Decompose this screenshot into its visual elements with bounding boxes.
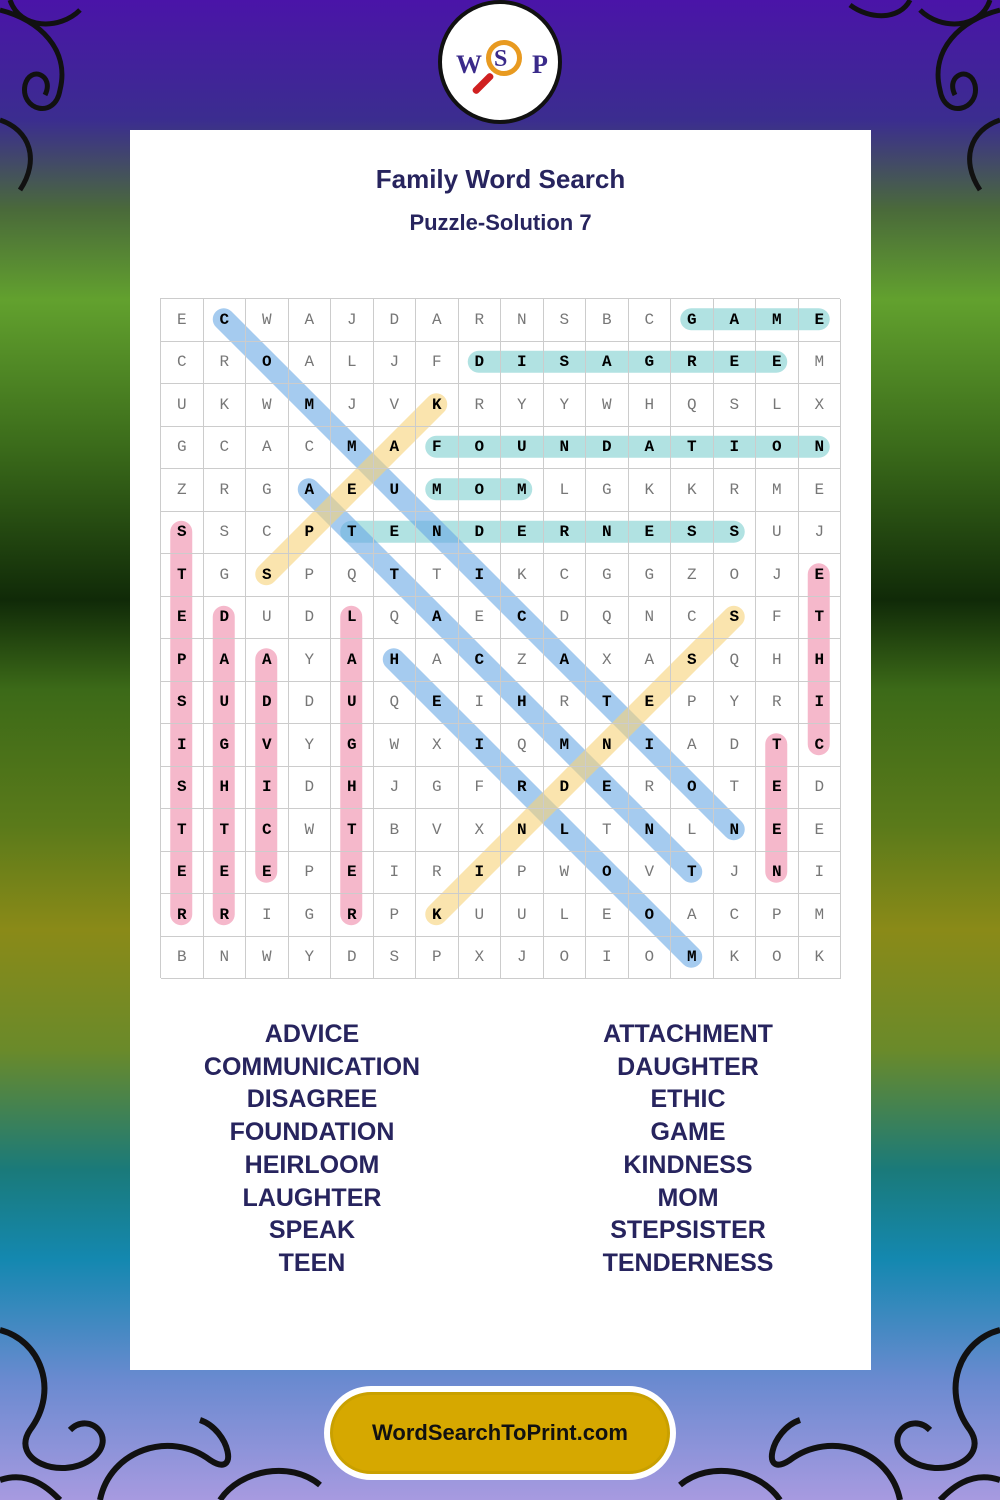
grid-cell[interactable]: T	[161, 554, 204, 597]
grid-cell[interactable]: A	[714, 299, 757, 342]
grid-cell[interactable]: E	[204, 852, 247, 895]
grid-cell[interactable]: N	[544, 427, 587, 470]
grid-cell[interactable]: U	[161, 384, 204, 427]
grid-cell[interactable]: Q	[374, 682, 417, 725]
corner-ornament-top-left	[0, 0, 110, 200]
grid-cell[interactable]: D	[331, 937, 374, 980]
grid-cell[interactable]: W	[544, 852, 587, 895]
grid-cell[interactable]: J	[714, 852, 757, 895]
grid-cell[interactable]: G	[671, 299, 714, 342]
grid-cell[interactable]: A	[289, 299, 332, 342]
grid-cell[interactable]: A	[671, 724, 714, 767]
page-title: Family Word Search	[375, 164, 626, 194]
grid-cell[interactable]: I	[586, 937, 629, 980]
grid-cell[interactable]: D	[799, 767, 842, 810]
grid-cell[interactable]: U	[501, 427, 544, 470]
grid-cell[interactable]: G	[629, 342, 672, 385]
grid-cell[interactable]: E	[799, 809, 842, 852]
word-list-item: DAUGHTER	[617, 1052, 759, 1081]
word-list-item: DISAGREE	[246, 1085, 378, 1114]
grid-cell[interactable]: R	[331, 894, 374, 937]
grid-cell[interactable]: W	[246, 937, 289, 980]
grid-cell[interactable]: R	[756, 682, 799, 725]
word-list-item: ADVICE	[264, 1020, 360, 1048]
grid-cell[interactable]: U	[459, 894, 502, 937]
grid-cell[interactable]: H	[204, 767, 247, 810]
grid-cell[interactable]: I	[246, 767, 289, 810]
grid-cell[interactable]: T	[799, 597, 842, 640]
grid-cell[interactable]: Y	[289, 724, 332, 767]
grid-cell[interactable]: U	[501, 894, 544, 937]
word-list-item: ETHIC	[650, 1085, 726, 1114]
grid-cell[interactable]: L	[544, 469, 587, 512]
grid-cell[interactable]: A	[204, 639, 247, 682]
word-list-item: COMMUNICATION	[203, 1052, 421, 1081]
grid-cell[interactable]: X	[416, 724, 459, 767]
word-list-item: GAME	[650, 1118, 726, 1147]
grid-cell[interactable]: I	[459, 852, 502, 895]
grid-cell[interactable]: R	[714, 469, 757, 512]
grid-cell[interactable]: U	[204, 682, 247, 725]
grid-cell[interactable]: D	[544, 767, 587, 810]
grid-cell[interactable]: Z	[501, 639, 544, 682]
grid-cell[interactable]: C	[501, 597, 544, 640]
grid-cell[interactable]: H	[629, 384, 672, 427]
grid-cell[interactable]: N	[204, 937, 247, 980]
grid-cell[interactable]: D	[714, 724, 757, 767]
grid-cell[interactable]: U	[374, 469, 417, 512]
grid-cell[interactable]: F	[416, 427, 459, 470]
grid-cell[interactable]: C	[714, 894, 757, 937]
grid-cell[interactable]: Z	[161, 469, 204, 512]
word-list-item: MOM	[657, 1183, 719, 1212]
grid-cell[interactable]: A	[416, 299, 459, 342]
grid-cell[interactable]: I	[374, 852, 417, 895]
grid-cell[interactable]: A	[289, 342, 332, 385]
grid-cell[interactable]: S	[544, 342, 587, 385]
grid-cell[interactable]: E	[374, 512, 417, 555]
grid-cell[interactable]: Y	[289, 639, 332, 682]
grid-cell[interactable]: C	[204, 427, 247, 470]
grid-cell[interactable]: E	[416, 682, 459, 725]
grid-cell[interactable]: B	[586, 299, 629, 342]
grid-cell[interactable]: S	[204, 512, 247, 555]
grid-cell[interactable]: W	[586, 384, 629, 427]
grid-cell[interactable]: V	[374, 384, 417, 427]
grid-cell[interactable]: K	[629, 469, 672, 512]
grid-cell[interactable]: C	[246, 512, 289, 555]
grid-cell[interactable]: K	[204, 384, 247, 427]
grid-cell[interactable]: N	[416, 512, 459, 555]
grid-cell[interactable]: F	[416, 342, 459, 385]
grid-cell[interactable]: K	[501, 554, 544, 597]
grid-cell[interactable]: C	[629, 299, 672, 342]
grid-cell[interactable]: G	[629, 554, 672, 597]
grid-cell[interactable]: R	[671, 342, 714, 385]
logo-letter-s: S	[494, 46, 508, 72]
grid-cell[interactable]: H	[501, 682, 544, 725]
grid-cell[interactable]: T	[161, 809, 204, 852]
grid-cell[interactable]: M	[544, 724, 587, 767]
grid-cell[interactable]: T	[671, 427, 714, 470]
grid-cell[interactable]: L	[671, 809, 714, 852]
grid-cell[interactable]: Q	[501, 724, 544, 767]
grid-cell[interactable]: T	[374, 554, 417, 597]
grid-cell[interactable]: S	[374, 937, 417, 980]
grid-cell[interactable]: E	[799, 469, 842, 512]
grid-cell[interactable]: E	[246, 852, 289, 895]
grid-cell[interactable]: L	[544, 809, 587, 852]
grid-cell[interactable]: M	[756, 299, 799, 342]
footer-site-button[interactable]	[324, 1386, 676, 1480]
grid-cell[interactable]: X	[459, 937, 502, 980]
grid-cell[interactable]: G	[289, 894, 332, 937]
grid-cell[interactable]: S	[714, 384, 757, 427]
grid-cell[interactable]: L	[331, 342, 374, 385]
grid-cell[interactable]: D	[459, 342, 502, 385]
grid-cell[interactable]: H	[331, 767, 374, 810]
page-subtitle: Puzzle-Solution 7	[409, 210, 592, 235]
grid-cell[interactable]: T	[714, 767, 757, 810]
puzzle-card	[130, 130, 871, 1370]
grid-cell[interactable]: D	[544, 597, 587, 640]
grid-cell[interactable]: U	[331, 682, 374, 725]
grid-cell[interactable]: R	[501, 767, 544, 810]
grid-cell[interactable]: Q	[671, 384, 714, 427]
grid-cell[interactable]: J	[374, 342, 417, 385]
grid-cell[interactable]: R	[459, 299, 502, 342]
grid-cell[interactable]: R	[544, 682, 587, 725]
grid-cell[interactable]: X	[459, 809, 502, 852]
grid-cell[interactable]: C	[204, 299, 247, 342]
grid-cell[interactable]: I	[629, 724, 672, 767]
word-list-item: SPEAK	[268, 1216, 356, 1245]
grid-cell[interactable]: P	[289, 852, 332, 895]
grid-cell[interactable]: E	[799, 299, 842, 342]
grid-cell[interactable]: T	[671, 852, 714, 895]
grid-cell[interactable]: I	[246, 894, 289, 937]
grid-cell[interactable]: I	[799, 682, 842, 725]
grid-cell[interactable]: M	[501, 469, 544, 512]
grid-cell[interactable]: P	[416, 937, 459, 980]
grid-cell[interactable]: S	[714, 597, 757, 640]
grid-cell[interactable]: Y	[501, 384, 544, 427]
grid-cell[interactable]: I	[714, 427, 757, 470]
word-list-right	[538, 1018, 838, 1280]
grid-cell[interactable]: Q	[714, 639, 757, 682]
grid-cell[interactable]: H	[756, 639, 799, 682]
grid-cell[interactable]: R	[204, 894, 247, 937]
logo-letter-w: W	[456, 50, 482, 79]
grid-cell[interactable]: O	[459, 469, 502, 512]
grid-cell[interactable]: R	[416, 852, 459, 895]
grid-cell[interactable]: S	[161, 512, 204, 555]
grid-cell[interactable]: S	[161, 682, 204, 725]
grid-cell[interactable]: V	[416, 809, 459, 852]
grid-cell[interactable]: X	[586, 639, 629, 682]
grid-cell[interactable]: O	[629, 937, 672, 980]
grid-cell[interactable]: M	[331, 427, 374, 470]
grid-cell[interactable]: P	[289, 512, 332, 555]
grid-cell[interactable]: M	[756, 469, 799, 512]
grid-cell[interactable]: R	[204, 469, 247, 512]
grid-cell[interactable]: P	[161, 639, 204, 682]
grid-cell[interactable]: A	[331, 639, 374, 682]
grid-cell[interactable]: N	[586, 724, 629, 767]
grid-cell[interactable]: C	[544, 554, 587, 597]
grid-cell[interactable]: L	[331, 597, 374, 640]
grid-cell[interactable]: D	[289, 597, 332, 640]
word-list-item: ATTACHMENT	[603, 1020, 773, 1048]
grid-cell[interactable]: Y	[289, 937, 332, 980]
grid-cell[interactable]: E	[161, 852, 204, 895]
grid-cell[interactable]: N	[799, 427, 842, 470]
grid-cell[interactable]: W	[374, 724, 417, 767]
grid-cell[interactable]: G	[416, 767, 459, 810]
grid-cell[interactable]: V	[246, 724, 289, 767]
grid-cell[interactable]: A	[671, 894, 714, 937]
grid-cell[interactable]: B	[161, 937, 204, 980]
grid-cell[interactable]: R	[459, 384, 502, 427]
grid-cell[interactable]: M	[289, 384, 332, 427]
grid-cell[interactable]: A	[246, 639, 289, 682]
grid-cell[interactable]: J	[331, 384, 374, 427]
grid-cell[interactable]: O	[629, 894, 672, 937]
grid-cell[interactable]: E	[501, 512, 544, 555]
grid-cell[interactable]: K	[714, 937, 757, 980]
word-list-item: HEIRLOOM	[244, 1150, 380, 1179]
grid-cell[interactable]: E	[629, 512, 672, 555]
grid-cell[interactable]: J	[501, 937, 544, 980]
grid-cell[interactable]: C	[289, 427, 332, 470]
grid-cell[interactable]: J	[756, 554, 799, 597]
grid-cell[interactable]: G	[204, 724, 247, 767]
grid-cell[interactable]: D	[374, 299, 417, 342]
grid-cell[interactable]: A	[544, 639, 587, 682]
grid-cell[interactable]: J	[374, 767, 417, 810]
grid-cell[interactable]: X	[799, 384, 842, 427]
grid-cell[interactable]: P	[501, 852, 544, 895]
grid-cell[interactable]: N	[756, 852, 799, 895]
grid-cell[interactable]: S	[671, 639, 714, 682]
grid-cell[interactable]: G	[161, 427, 204, 470]
grid-cell[interactable]: W	[246, 299, 289, 342]
word-list-item: KINDNESS	[623, 1150, 753, 1179]
grid-cell[interactable]: T	[204, 809, 247, 852]
grid-cell[interactable]: M	[416, 469, 459, 512]
grid-cell[interactable]: N	[501, 809, 544, 852]
grid-cell[interactable]: Q	[331, 554, 374, 597]
grid-cell[interactable]: J	[331, 299, 374, 342]
grid-cell[interactable]: W	[246, 384, 289, 427]
grid-cell[interactable]: E	[459, 597, 502, 640]
grid-cell[interactable]: I	[459, 724, 502, 767]
grid-cell[interactable]: Q	[374, 597, 417, 640]
grid-cell[interactable]: K	[416, 894, 459, 937]
grid-cell[interactable]: W	[289, 809, 332, 852]
grid-cell[interactable]: O	[544, 937, 587, 980]
grid-cell[interactable]: P	[756, 894, 799, 937]
grid-cell[interactable]: R	[204, 342, 247, 385]
grid-cell[interactable]: C	[161, 342, 204, 385]
grid-cell[interactable]: G	[586, 554, 629, 597]
grid-cell[interactable]: I	[459, 554, 502, 597]
grid-cell[interactable]: T	[416, 554, 459, 597]
grid-cell[interactable]: R	[544, 512, 587, 555]
grid-cell[interactable]: E	[161, 597, 204, 640]
grid-cell[interactable]: D	[246, 682, 289, 725]
grid-cell[interactable]: R	[629, 767, 672, 810]
grid-cell[interactable]: P	[374, 894, 417, 937]
grid-cell[interactable]: V	[629, 852, 672, 895]
grid-cell[interactable]: K	[671, 469, 714, 512]
grid-cell[interactable]: R	[161, 894, 204, 937]
grid-cell[interactable]: O	[459, 427, 502, 470]
grid-cell[interactable]: Z	[671, 554, 714, 597]
grid-cell[interactable]: N	[629, 809, 672, 852]
grid-cell[interactable]: C	[671, 597, 714, 640]
grid-cell[interactable]: G	[246, 469, 289, 512]
grid-cell[interactable]: N	[714, 809, 757, 852]
grid-cell[interactable]: S	[671, 512, 714, 555]
grid-cell[interactable]: C	[459, 639, 502, 682]
grid-cell[interactable]: L	[756, 384, 799, 427]
grid-cell[interactable]: O	[714, 554, 757, 597]
grid-cell[interactable]: I	[161, 724, 204, 767]
grid-cell[interactable]: S	[714, 512, 757, 555]
grid-cell[interactable]: D	[289, 767, 332, 810]
grid-cell[interactable]: G	[331, 724, 374, 767]
grid-cell[interactable]: A	[246, 427, 289, 470]
grid-cell[interactable]: U	[756, 512, 799, 555]
grid-cell[interactable]: E	[331, 469, 374, 512]
grid-cell[interactable]: S	[544, 299, 587, 342]
grid-cell[interactable]: G	[586, 469, 629, 512]
grid-cell[interactable]: A	[289, 469, 332, 512]
grid-cell[interactable]: D	[289, 682, 332, 725]
grid-cell[interactable]: S	[161, 767, 204, 810]
grid-cell[interactable]: A	[629, 639, 672, 682]
grid-cell[interactable]: T	[331, 809, 374, 852]
grid-cell[interactable]: C	[246, 809, 289, 852]
grid-cell[interactable]: E	[331, 852, 374, 895]
word-list-item: FOUNDATION	[229, 1118, 395, 1147]
grid-cell[interactable]: H	[374, 639, 417, 682]
grid-cell[interactable]: I	[459, 682, 502, 725]
grid-cell[interactable]: M	[799, 894, 842, 937]
grid-cell[interactable]: B	[374, 809, 417, 852]
grid-cell[interactable]: T	[331, 512, 374, 555]
grid-cell[interactable]: F	[459, 767, 502, 810]
grid-cell[interactable]: L	[544, 894, 587, 937]
letter-grid	[160, 298, 840, 978]
grid-cell[interactable]: A	[416, 639, 459, 682]
grid-cell[interactable]: Q	[586, 597, 629, 640]
grid-cell[interactable]: K	[416, 384, 459, 427]
footer-site-label: WordSearchToPrint.com	[372, 1420, 628, 1445]
grid-cell[interactable]: F	[756, 597, 799, 640]
grid-cell[interactable]: D	[586, 427, 629, 470]
word-list-item: TEEN	[278, 1248, 346, 1277]
grid-cell[interactable]: C	[799, 724, 842, 767]
grid-cell[interactable]: O	[756, 427, 799, 470]
grid-cell[interactable]: A	[586, 342, 629, 385]
grid-cell[interactable]: E	[586, 767, 629, 810]
grid-cell[interactable]: O	[246, 342, 289, 385]
grid-cell[interactable]: G	[204, 554, 247, 597]
grid-cell[interactable]: N	[501, 299, 544, 342]
grid-cell[interactable]: M	[671, 937, 714, 980]
grid-cell[interactable]: O	[671, 767, 714, 810]
grid-cell[interactable]: Y	[714, 682, 757, 725]
grid-cell[interactable]: D	[204, 597, 247, 640]
grid-cell[interactable]: Y	[544, 384, 587, 427]
grid-cell[interactable]: U	[246, 597, 289, 640]
grid-cell[interactable]: A	[416, 597, 459, 640]
grid-cell[interactable]: P	[671, 682, 714, 725]
grid-cell[interactable]: E	[756, 342, 799, 385]
grid-cell[interactable]: N	[586, 512, 629, 555]
grid-cell[interactable]: A	[374, 427, 417, 470]
logo-letter-p: P	[532, 50, 548, 79]
grid-cell[interactable]: E	[756, 809, 799, 852]
grid-cell[interactable]: A	[629, 427, 672, 470]
grid-cell[interactable]: D	[459, 512, 502, 555]
grid-cell[interactable]: T	[586, 682, 629, 725]
grid-cell[interactable]: H	[799, 639, 842, 682]
word-list-left	[162, 1018, 462, 1280]
grid-cell[interactable]: E	[161, 299, 204, 342]
word-search-grid	[160, 298, 840, 978]
grid-cell[interactable]: K	[799, 937, 842, 980]
grid-cell[interactable]: J	[799, 512, 842, 555]
grid-cell[interactable]: E	[629, 682, 672, 725]
word-list-item: LAUGHTER	[242, 1183, 382, 1212]
grid-cell[interactable]: T	[756, 724, 799, 767]
word-list-item: TENDERNESS	[602, 1248, 774, 1277]
grid-cell[interactable]: I	[501, 342, 544, 385]
grid-cell[interactable]: E	[756, 767, 799, 810]
grid-cell[interactable]: E	[714, 342, 757, 385]
grid-cell[interactable]: E	[799, 554, 842, 597]
site-logo[interactable]	[438, 0, 562, 124]
grid-cell[interactable]: M	[799, 342, 842, 385]
grid-cell[interactable]: I	[799, 852, 842, 895]
word-list-item: STEPSISTER	[610, 1216, 766, 1245]
grid-cell[interactable]: O	[756, 937, 799, 980]
grid-cell[interactable]: P	[289, 554, 332, 597]
grid-cell[interactable]: T	[586, 809, 629, 852]
grid-cell[interactable]: N	[629, 597, 672, 640]
grid-cell[interactable]: S	[246, 554, 289, 597]
grid-cell[interactable]: O	[586, 852, 629, 895]
grid-cell[interactable]: E	[586, 894, 629, 937]
